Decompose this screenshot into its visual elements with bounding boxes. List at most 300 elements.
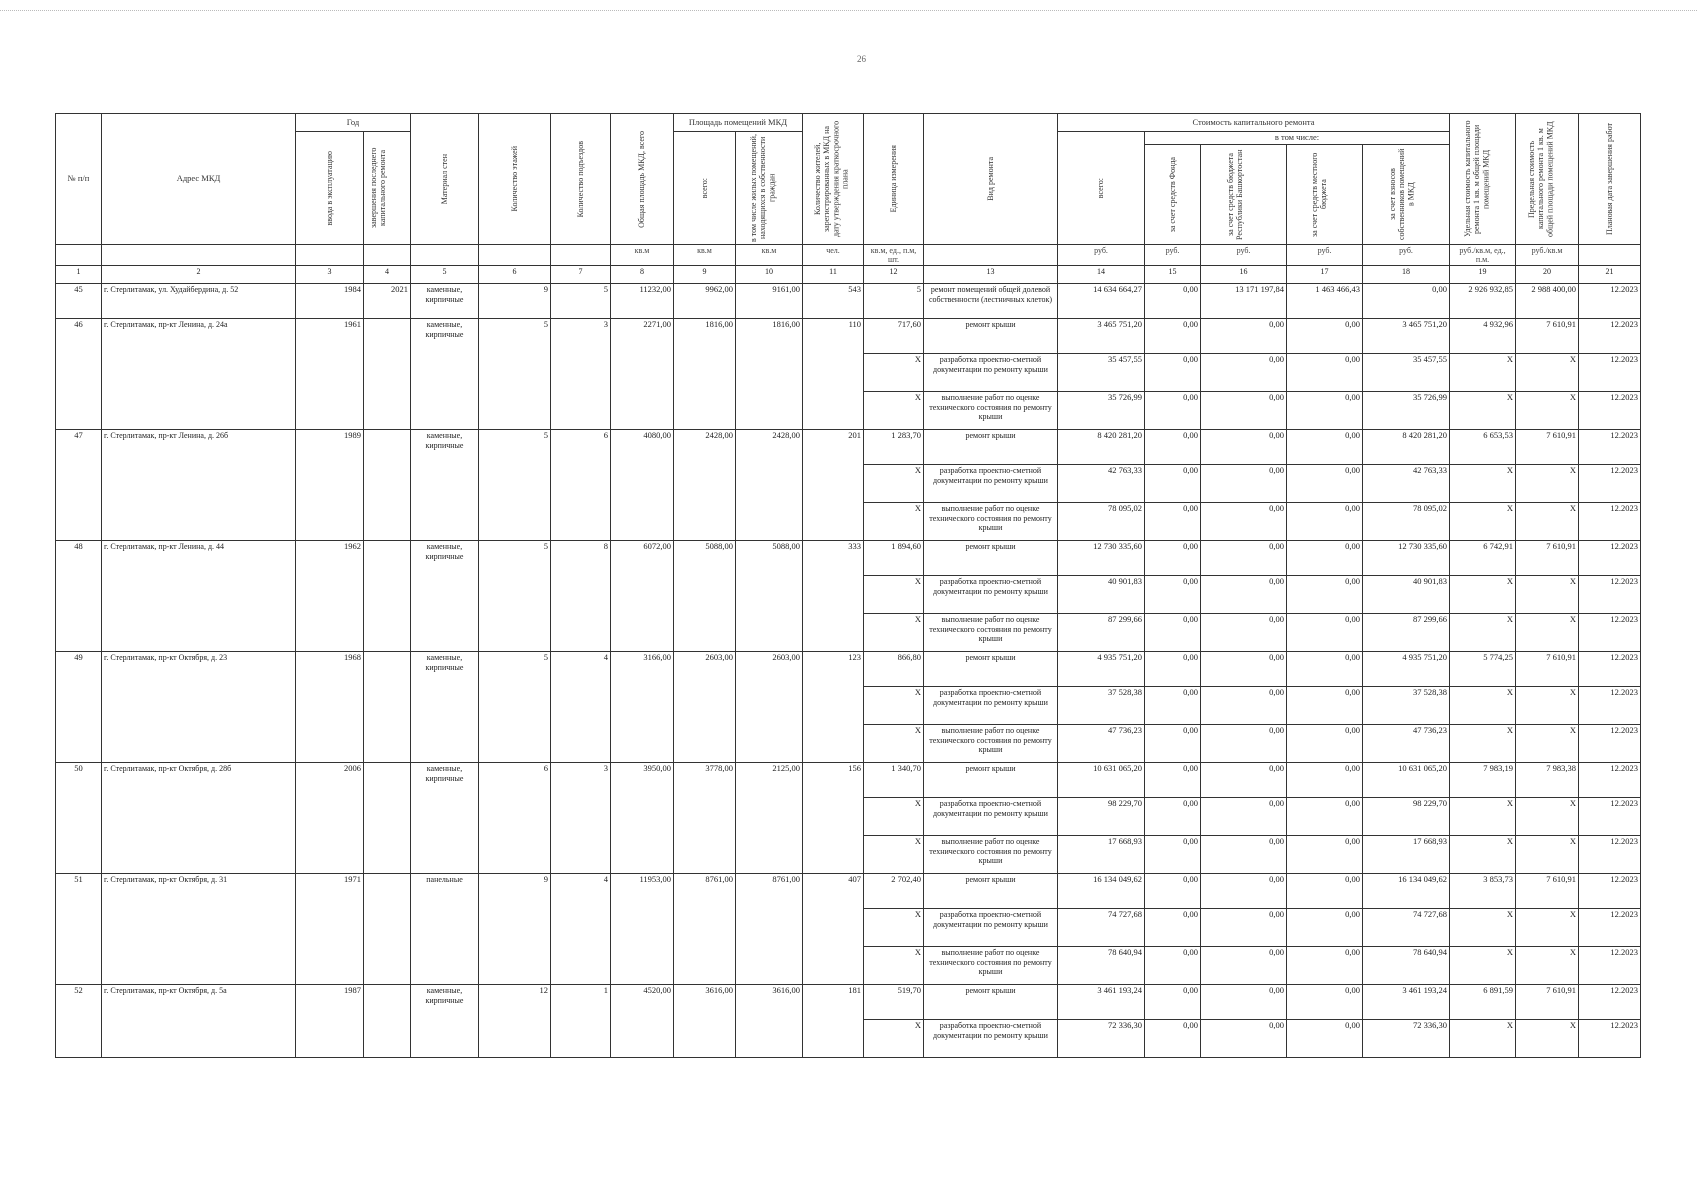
row-cost-local: 0,00 — [1287, 985, 1363, 1020]
row-wall-material: каменные, кирпичные — [411, 284, 479, 319]
row-cost-owners: 3 461 193,24 — [1363, 985, 1450, 1020]
header-entrances: Количество подъездов — [551, 114, 611, 245]
row-cost-owners: 78 095,02 — [1363, 503, 1450, 541]
row-year-commissioning: 1971 — [296, 874, 364, 985]
column-number-cell: 16 — [1201, 266, 1287, 284]
column-number-cell: 5 — [411, 266, 479, 284]
row-number: 47 — [56, 430, 102, 541]
row-year-commissioning: 1962 — [296, 541, 364, 652]
row-cost-owners: 98 229,70 — [1363, 798, 1450, 836]
row-total-area: 4520,00 — [611, 985, 674, 1058]
row-number: 51 — [56, 874, 102, 985]
row-cost-total: 42 763,33 — [1058, 465, 1145, 503]
row-work-type: ремонт крыши — [924, 541, 1058, 576]
unit-cell: руб. — [1287, 245, 1363, 266]
repair-plan-table-frame — [55, 113, 1641, 1058]
row-cost-fund: 0,00 — [1145, 763, 1201, 798]
row-unit-amount: 5 — [864, 284, 924, 319]
row-cost-local: 0,00 — [1287, 503, 1363, 541]
row-floors: 6 — [479, 763, 551, 874]
row-specific-cost: X — [1450, 798, 1516, 836]
unit-cell: руб. — [1145, 245, 1201, 266]
row-cost-local: 0,00 — [1287, 909, 1363, 947]
row-address: г. Стерлитамак, пр-кт Октября, д. 31 — [102, 874, 296, 985]
row-specific-cost: X — [1450, 687, 1516, 725]
row-cost-owners: 37 528,38 — [1363, 687, 1450, 725]
row-cost-fund: 0,00 — [1145, 836, 1201, 874]
table-row — [56, 430, 1641, 465]
row-premises-living: 2125,00 — [736, 763, 803, 874]
row-cost-republic: 0,00 — [1201, 947, 1287, 985]
row-cost-republic: 0,00 — [1201, 1020, 1287, 1058]
header-year-commissioning: ввода в эксплуатацию — [296, 132, 364, 245]
row-cost-fund: 0,00 — [1145, 687, 1201, 725]
row-work-type: ремонт крыши — [924, 763, 1058, 798]
row-entrances: 1 — [551, 985, 611, 1058]
row-floors: 5 — [479, 430, 551, 541]
row-year-last-repair — [364, 763, 411, 874]
row-max-cost: 7 610,91 — [1516, 541, 1579, 576]
header-premises-living: в том числе жилых помещений, находящихся в собственности граждан — [736, 132, 803, 245]
row-cost-republic: 0,00 — [1201, 652, 1287, 687]
column-number-cell: 13 — [924, 266, 1058, 284]
row-unit-amount: X — [864, 576, 924, 614]
row-cost-fund: 0,00 — [1145, 985, 1201, 1020]
row-cost-republic: 0,00 — [1201, 319, 1287, 354]
row-unit-amount: X — [864, 725, 924, 763]
row-cost-owners: 35 457,55 — [1363, 354, 1450, 392]
row-premises-living: 1816,00 — [736, 319, 803, 430]
row-premises-living: 2428,00 — [736, 430, 803, 541]
row-deadline: 12.2023 — [1579, 430, 1641, 465]
row-wall-material: каменные, кирпичные — [411, 985, 479, 1058]
row-max-cost: X — [1516, 687, 1579, 725]
unit-cell: руб./кв.м, ед., п.м. — [1450, 245, 1516, 266]
table-row — [56, 319, 1641, 354]
row-cost-total: 47 736,23 — [1058, 725, 1145, 763]
row-wall-material: каменные, кирпичные — [411, 319, 479, 430]
column-number-cell: 2 — [102, 266, 296, 284]
row-wall-material: каменные, кирпичные — [411, 430, 479, 541]
row-cost-total: 17 668,93 — [1058, 836, 1145, 874]
column-number-cell: 12 — [864, 266, 924, 284]
row-max-cost: 7 610,91 — [1516, 874, 1579, 909]
column-number-cell: 19 — [1450, 266, 1516, 284]
row-deadline: 12.2023 — [1579, 652, 1641, 687]
row-cost-local: 0,00 — [1287, 354, 1363, 392]
row-work-type: ремонт помещений общей долевой собственности (лестничных клеток) — [924, 284, 1058, 319]
row-entrances: 4 — [551, 874, 611, 985]
column-number-cell: 15 — [1145, 266, 1201, 284]
row-address: г. Стерлитамак, пр-кт Ленина, д. 44 — [102, 541, 296, 652]
row-cost-total: 72 336,30 — [1058, 1020, 1145, 1058]
row-specific-cost: 5 774,25 — [1450, 652, 1516, 687]
row-address: г. Стерлитамак, пр-кт Ленина, д. 26б — [102, 430, 296, 541]
row-specific-cost: 6 891,59 — [1450, 985, 1516, 1020]
row-year-commissioning: 1984 — [296, 284, 364, 319]
row-cost-total: 98 229,70 — [1058, 798, 1145, 836]
unit-cell: руб. — [1201, 245, 1287, 266]
header-wall-material: Материал стен — [411, 114, 479, 245]
column-number-cell: 4 — [364, 266, 411, 284]
row-max-cost: 7 610,91 — [1516, 652, 1579, 687]
row-max-cost: 2 988 400,00 — [1516, 284, 1579, 319]
row-cost-local: 0,00 — [1287, 1020, 1363, 1058]
row-cost-fund: 0,00 — [1145, 284, 1201, 319]
row-cost-owners: 74 727,68 — [1363, 909, 1450, 947]
row-deadline: 12.2023 — [1579, 392, 1641, 430]
table-row — [56, 874, 1641, 909]
row-premises-living: 8761,00 — [736, 874, 803, 985]
row-cost-owners: 8 420 281,20 — [1363, 430, 1450, 465]
row-specific-cost: 6 742,91 — [1450, 541, 1516, 576]
row-cost-owners: 4 935 751,20 — [1363, 652, 1450, 687]
row-number: 49 — [56, 652, 102, 763]
row-cost-local: 0,00 — [1287, 947, 1363, 985]
row-year-last-repair — [364, 319, 411, 430]
row-unit-amount: X — [864, 503, 924, 541]
row-cost-local: 0,00 — [1287, 725, 1363, 763]
row-cost-fund: 0,00 — [1145, 465, 1201, 503]
row-premises-total: 8761,00 — [674, 874, 736, 985]
row-floors: 12 — [479, 985, 551, 1058]
row-deadline: 12.2023 — [1579, 874, 1641, 909]
row-deadline: 12.2023 — [1579, 465, 1641, 503]
row-unit-amount: 2 702,40 — [864, 874, 924, 909]
row-premises-living: 9161,00 — [736, 284, 803, 319]
row-cost-owners: 16 134 049,62 — [1363, 874, 1450, 909]
row-unit-amount: 717,60 — [864, 319, 924, 354]
row-unit-amount: X — [864, 1020, 924, 1058]
row-entrances: 4 — [551, 652, 611, 763]
row-specific-cost: X — [1450, 725, 1516, 763]
row-cost-republic: 0,00 — [1201, 763, 1287, 798]
row-cost-local: 0,00 — [1287, 874, 1363, 909]
row-premises-total: 2428,00 — [674, 430, 736, 541]
row-deadline: 12.2023 — [1579, 725, 1641, 763]
page-number: 26 — [857, 54, 866, 64]
row-max-cost: X — [1516, 947, 1579, 985]
row-deadline: 12.2023 — [1579, 985, 1641, 1020]
row-deadline: 12.2023 — [1579, 541, 1641, 576]
row-cost-fund: 0,00 — [1145, 1020, 1201, 1058]
row-premises-total: 1816,00 — [674, 319, 736, 430]
row-floors: 5 — [479, 652, 551, 763]
row-wall-material: каменные, кирпичные — [411, 541, 479, 652]
row-unit-amount: X — [864, 687, 924, 725]
row-address: г. Стерлитамак, ул. Худайбердина, д. 52 — [102, 284, 296, 319]
row-cost-total: 78 095,02 — [1058, 503, 1145, 541]
row-year-commissioning: 1968 — [296, 652, 364, 763]
row-year-last-repair — [364, 874, 411, 985]
row-cost-local: 0,00 — [1287, 576, 1363, 614]
row-specific-cost: 7 983,19 — [1450, 763, 1516, 798]
row-deadline: 12.2023 — [1579, 798, 1641, 836]
row-unit-amount: X — [864, 909, 924, 947]
unit-cell: чел. — [803, 245, 864, 266]
row-cost-owners: 47 736,23 — [1363, 725, 1450, 763]
row-floors: 5 — [479, 541, 551, 652]
row-deadline: 12.2023 — [1579, 1020, 1641, 1058]
row-cost-republic: 0,00 — [1201, 503, 1287, 541]
row-premises-living: 2603,00 — [736, 652, 803, 763]
column-number-cell: 11 — [803, 266, 864, 284]
row-cost-owners: 87 299,66 — [1363, 614, 1450, 652]
row-cost-republic: 0,00 — [1201, 576, 1287, 614]
row-work-type: ремонт крыши — [924, 874, 1058, 909]
column-number-cell: 10 — [736, 266, 803, 284]
unit-cell — [479, 245, 551, 266]
header-residents: Количество жителей, зарегистрированных в МКД на дату утверждения краткосрочного плана — [803, 114, 864, 245]
row-entrances: 8 — [551, 541, 611, 652]
row-cost-total: 3 465 751,20 — [1058, 319, 1145, 354]
row-cost-local: 1 463 466,43 — [1287, 284, 1363, 319]
row-deadline: 12.2023 — [1579, 503, 1641, 541]
header-cost-local: за счет средств местного бюджета — [1287, 145, 1363, 245]
row-cost-fund: 0,00 — [1145, 354, 1201, 392]
unit-cell: кв.м — [674, 245, 736, 266]
row-wall-material: каменные, кирпичные — [411, 763, 479, 874]
row-cost-total: 16 134 049,62 — [1058, 874, 1145, 909]
repair-plan-table — [55, 113, 1641, 1058]
row-year-commissioning: 1961 — [296, 319, 364, 430]
column-number-cell: 3 — [296, 266, 364, 284]
row-cost-republic: 0,00 — [1201, 354, 1287, 392]
row-number: 46 — [56, 319, 102, 430]
row-number: 48 — [56, 541, 102, 652]
row-unit-amount: 866,80 — [864, 652, 924, 687]
row-cost-owners: 12 730 335,60 — [1363, 541, 1450, 576]
row-max-cost: X — [1516, 1020, 1579, 1058]
unit-cell — [56, 245, 102, 266]
row-deadline: 12.2023 — [1579, 614, 1641, 652]
header-premises-group: Площадь помещений МКД — [674, 114, 803, 132]
row-year-commissioning: 1987 — [296, 985, 364, 1058]
row-floors: 9 — [479, 284, 551, 319]
row-total-area: 11953,00 — [611, 874, 674, 985]
row-specific-cost: 2 926 932,85 — [1450, 284, 1516, 319]
row-specific-cost: 3 853,73 — [1450, 874, 1516, 909]
row-cost-local: 0,00 — [1287, 430, 1363, 465]
row-cost-local: 0,00 — [1287, 836, 1363, 874]
unit-cell: руб./кв.м — [1516, 245, 1579, 266]
row-premises-total: 3616,00 — [674, 985, 736, 1058]
row-floors: 5 — [479, 319, 551, 430]
row-work-type: разработка проектно-сметной документации по ремонту крыши — [924, 465, 1058, 503]
row-deadline: 12.2023 — [1579, 836, 1641, 874]
row-total-area: 2271,00 — [611, 319, 674, 430]
unit-cell — [364, 245, 411, 266]
row-cost-fund: 0,00 — [1145, 541, 1201, 576]
row-cost-fund: 0,00 — [1145, 798, 1201, 836]
row-specific-cost: X — [1450, 354, 1516, 392]
scan-noise — [0, 10, 1697, 11]
row-cost-fund: 0,00 — [1145, 947, 1201, 985]
row-max-cost: X — [1516, 909, 1579, 947]
row-max-cost: X — [1516, 798, 1579, 836]
row-unit-amount: 1 283,70 — [864, 430, 924, 465]
row-cost-total: 37 528,38 — [1058, 687, 1145, 725]
row-work-type: выполнение работ по оценке технического состояния по ремонту крыши — [924, 503, 1058, 541]
row-unit-amount: X — [864, 798, 924, 836]
row-specific-cost: X — [1450, 836, 1516, 874]
unit-cell — [296, 245, 364, 266]
row-deadline: 12.2023 — [1579, 354, 1641, 392]
header-year-last-repair: завершения последнего капитального ремонта — [364, 132, 411, 245]
row-cost-total: 4 935 751,20 — [1058, 652, 1145, 687]
row-cost-republic: 0,00 — [1201, 798, 1287, 836]
row-residents: 181 — [803, 985, 864, 1058]
row-total-area: 3166,00 — [611, 652, 674, 763]
row-address: г. Стерлитамак, пр-кт Ленина, д. 24а — [102, 319, 296, 430]
row-residents: 333 — [803, 541, 864, 652]
header-max-cost: Предельная стоимость капитального ремонта 1 кв. м общей площади помещений МКД — [1516, 114, 1579, 245]
row-cost-republic: 0,00 — [1201, 836, 1287, 874]
row-cost-owners: 3 465 751,20 — [1363, 319, 1450, 354]
row-cost-republic: 0,00 — [1201, 725, 1287, 763]
row-max-cost: 7 610,91 — [1516, 985, 1579, 1020]
row-max-cost: X — [1516, 392, 1579, 430]
row-cost-total: 35 726,99 — [1058, 392, 1145, 430]
unit-cell — [551, 245, 611, 266]
row-unit-amount: X — [864, 836, 924, 874]
unit-cell: кв.м — [611, 245, 674, 266]
row-unit-amount: 519,70 — [864, 985, 924, 1020]
row-year-last-repair: 2021 — [364, 284, 411, 319]
column-number-cell: 20 — [1516, 266, 1579, 284]
row-cost-total: 74 727,68 — [1058, 909, 1145, 947]
row-unit-amount: X — [864, 392, 924, 430]
row-cost-local: 0,00 — [1287, 392, 1363, 430]
row-max-cost: X — [1516, 354, 1579, 392]
header-deadline: Плановая дата завершения работ — [1579, 114, 1641, 245]
row-work-type: выполнение работ по оценке технического состояния по ремонту крыши — [924, 947, 1058, 985]
unit-cell — [1579, 245, 1641, 266]
row-deadline: 12.2023 — [1579, 319, 1641, 354]
row-cost-fund: 0,00 — [1145, 652, 1201, 687]
header-specific-cost: Удельная стоимость капитального ремонта 1 кв. м общей площади помещений МКД — [1450, 114, 1516, 245]
column-number-cell: 8 — [611, 266, 674, 284]
row-cost-local: 0,00 — [1287, 687, 1363, 725]
row-entrances: 3 — [551, 763, 611, 874]
row-specific-cost: X — [1450, 947, 1516, 985]
row-cost-republic: 13 171 197,84 — [1201, 284, 1287, 319]
row-work-type: разработка проектно-сметной документации по ремонту крыши — [924, 354, 1058, 392]
row-wall-material: каменные, кирпичные — [411, 652, 479, 763]
header-cost-total: всего: — [1058, 132, 1145, 245]
row-specific-cost: X — [1450, 1020, 1516, 1058]
row-cost-total: 35 457,55 — [1058, 354, 1145, 392]
row-cost-fund: 0,00 — [1145, 909, 1201, 947]
row-work-type: разработка проектно-сметной документации по ремонту крыши — [924, 687, 1058, 725]
column-number-cell: 18 — [1363, 266, 1450, 284]
row-work-type: выполнение работ по оценке технического состояния по ремонту крыши — [924, 614, 1058, 652]
header-premises-total: всего: — [674, 132, 736, 245]
row-residents: 156 — [803, 763, 864, 874]
row-max-cost: 7 610,91 — [1516, 430, 1579, 465]
column-numbers-row — [56, 266, 1641, 284]
row-residents: 123 — [803, 652, 864, 763]
unit-cell — [102, 245, 296, 266]
row-residents: 543 — [803, 284, 864, 319]
row-specific-cost: X — [1450, 614, 1516, 652]
row-cost-local: 0,00 — [1287, 763, 1363, 798]
row-cost-owners: 78 640,94 — [1363, 947, 1450, 985]
row-deadline: 12.2023 — [1579, 576, 1641, 614]
row-wall-material: панельные — [411, 874, 479, 985]
row-max-cost: X — [1516, 503, 1579, 541]
row-unit-amount: X — [864, 614, 924, 652]
table-row — [56, 541, 1641, 576]
row-year-commissioning: 1989 — [296, 430, 364, 541]
row-max-cost: X — [1516, 576, 1579, 614]
row-cost-owners: 40 901,83 — [1363, 576, 1450, 614]
row-cost-fund: 0,00 — [1145, 430, 1201, 465]
row-total-area: 6072,00 — [611, 541, 674, 652]
row-cost-republic: 0,00 — [1201, 985, 1287, 1020]
column-number-cell: 14 — [1058, 266, 1145, 284]
row-max-cost: 7 983,38 — [1516, 763, 1579, 798]
row-address: г. Стерлитамак, пр-кт Октября, д. 5а — [102, 985, 296, 1058]
row-deadline: 12.2023 — [1579, 687, 1641, 725]
row-specific-cost: X — [1450, 503, 1516, 541]
row-cost-local: 0,00 — [1287, 541, 1363, 576]
row-cost-owners: 72 336,30 — [1363, 1020, 1450, 1058]
row-premises-total: 2603,00 — [674, 652, 736, 763]
row-specific-cost: X — [1450, 465, 1516, 503]
row-cost-total: 8 420 281,20 — [1058, 430, 1145, 465]
row-cost-total: 87 299,66 — [1058, 614, 1145, 652]
row-cost-local: 0,00 — [1287, 465, 1363, 503]
row-cost-owners: 17 668,93 — [1363, 836, 1450, 874]
row-year-last-repair — [364, 541, 411, 652]
row-cost-fund: 0,00 — [1145, 503, 1201, 541]
unit-cell — [924, 245, 1058, 266]
table-row — [56, 985, 1641, 1020]
row-year-commissioning: 2006 — [296, 763, 364, 874]
header-cost-fund: за счет средств Фонда — [1145, 145, 1201, 245]
row-number: 45 — [56, 284, 102, 319]
row-cost-total: 10 631 065,20 — [1058, 763, 1145, 798]
row-cost-republic: 0,00 — [1201, 614, 1287, 652]
row-total-area: 4080,00 — [611, 430, 674, 541]
row-total-area: 11232,00 — [611, 284, 674, 319]
column-number-cell: 17 — [1287, 266, 1363, 284]
row-cost-total: 14 634 664,27 — [1058, 284, 1145, 319]
row-unit-amount: X — [864, 354, 924, 392]
unit-cell: кв.м — [736, 245, 803, 266]
row-cost-republic: 0,00 — [1201, 909, 1287, 947]
row-work-type: ремонт крыши — [924, 430, 1058, 465]
row-cost-republic: 0,00 — [1201, 430, 1287, 465]
row-specific-cost: X — [1450, 392, 1516, 430]
row-work-type: выполнение работ по оценке технического состояния по ремонту крыши — [924, 836, 1058, 874]
row-work-type: ремонт крыши — [924, 985, 1058, 1020]
unit-cell — [411, 245, 479, 266]
row-cost-total: 40 901,83 — [1058, 576, 1145, 614]
row-cost-owners: 35 726,99 — [1363, 392, 1450, 430]
row-cost-fund: 0,00 — [1145, 874, 1201, 909]
row-work-type: выполнение работ по оценке технического состояния по ремонту крыши — [924, 392, 1058, 430]
header-address: Адрес МКД — [102, 114, 296, 245]
row-work-type: разработка проектно-сметной документации по ремонту крыши — [924, 909, 1058, 947]
row-cost-local: 0,00 — [1287, 798, 1363, 836]
row-specific-cost: X — [1450, 576, 1516, 614]
row-work-type: разработка проектно-сметной документации по ремонту крыши — [924, 576, 1058, 614]
table-row — [56, 284, 1641, 319]
row-work-type: выполнение работ по оценке технического состояния по ремонту крыши — [924, 725, 1058, 763]
row-max-cost: X — [1516, 725, 1579, 763]
